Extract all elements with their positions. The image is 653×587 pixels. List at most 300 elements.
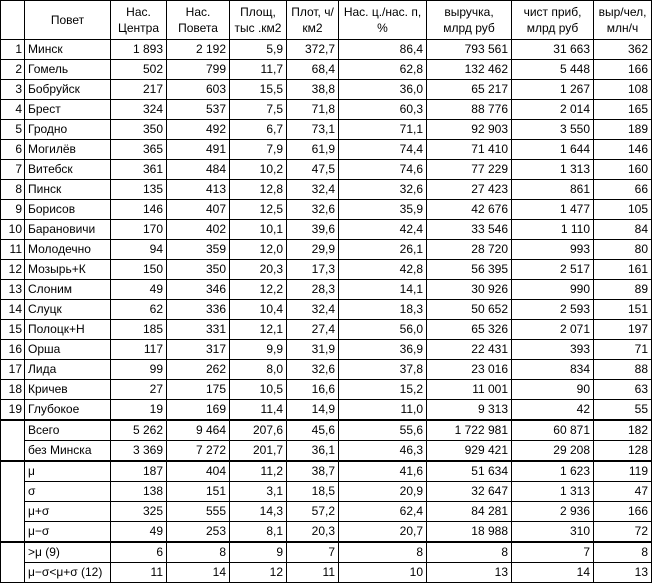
table-cell: 10,2 bbox=[230, 160, 287, 180]
column-header: Нас. ц./нас. п, % bbox=[339, 1, 427, 40]
summary-label: μ−σ bbox=[25, 522, 111, 543]
district-name: Мозырь+К bbox=[25, 260, 111, 280]
table-row bbox=[1, 340, 652, 360]
table-cell: 372,7 bbox=[287, 40, 339, 60]
district-name: Кричев bbox=[25, 380, 111, 400]
table-cell: 39,6 bbox=[287, 220, 339, 240]
summary-label: >μ (9) bbox=[25, 542, 111, 563]
table-cell: 71,1 bbox=[339, 120, 427, 140]
summary-cell: 18 988 bbox=[427, 522, 512, 543]
summary-row bbox=[1, 482, 652, 502]
summary-cell: 151 bbox=[167, 482, 230, 502]
table-cell: 402 bbox=[167, 220, 230, 240]
table-cell: 7,9 bbox=[230, 140, 287, 160]
district-name: Слоним bbox=[25, 280, 111, 300]
table-cell: 537 bbox=[167, 100, 230, 120]
summary-cell: 8 bbox=[339, 542, 427, 563]
table-cell: 71 bbox=[594, 340, 652, 360]
blank-index-cell bbox=[1, 420, 25, 441]
summary-row bbox=[1, 522, 652, 543]
table-cell: 491 bbox=[167, 140, 230, 160]
table-cell: 12,5 bbox=[230, 200, 287, 220]
summary-cell: 29 208 bbox=[512, 441, 594, 462]
table-cell: 88 bbox=[594, 360, 652, 380]
summary-cell: 128 bbox=[594, 441, 652, 462]
table-cell: 33 546 bbox=[427, 220, 512, 240]
summary-row bbox=[1, 461, 652, 482]
table-cell: 324 bbox=[111, 100, 167, 120]
table-cell: 77 229 bbox=[427, 160, 512, 180]
table-cell: 160 bbox=[594, 160, 652, 180]
table-cell: 68,4 bbox=[287, 60, 339, 80]
table-cell: 151 bbox=[594, 300, 652, 320]
summary-cell: 166 bbox=[594, 502, 652, 522]
summary-row bbox=[1, 542, 652, 563]
summary-label: без Минска bbox=[25, 441, 111, 462]
summary-cell: 49 bbox=[111, 522, 167, 543]
district-name: Брест bbox=[25, 100, 111, 120]
table-cell: 90 bbox=[512, 380, 594, 400]
table-cell: 65 217 bbox=[427, 80, 512, 100]
table-cell: 86,4 bbox=[339, 40, 427, 60]
summary-cell: 201,7 bbox=[230, 441, 287, 462]
row-index: 13 bbox=[1, 280, 25, 300]
summary-cell: 253 bbox=[167, 522, 230, 543]
summary-cell: 187 bbox=[111, 461, 167, 482]
row-index: 12 bbox=[1, 260, 25, 280]
table-cell: 65 326 bbox=[427, 320, 512, 340]
summary-cell: 404 bbox=[167, 461, 230, 482]
summary-cell: 20,3 bbox=[287, 522, 339, 543]
district-name: Минск bbox=[25, 40, 111, 60]
summary-cell: 310 bbox=[512, 522, 594, 543]
table-cell: 22 431 bbox=[427, 340, 512, 360]
table-cell: 71 410 bbox=[427, 140, 512, 160]
row-index: 1 bbox=[1, 40, 25, 60]
header-row bbox=[1, 1, 652, 40]
blank-index-cell bbox=[1, 522, 25, 543]
table-cell: 92 903 bbox=[427, 120, 512, 140]
table-cell: 62,8 bbox=[339, 60, 427, 80]
table-cell: 61,9 bbox=[287, 140, 339, 160]
column-header bbox=[1, 1, 25, 40]
table-cell: 393 bbox=[512, 340, 594, 360]
summary-cell: 2 936 bbox=[512, 502, 594, 522]
table-cell: 10,5 bbox=[230, 380, 287, 400]
table-cell: 50 652 bbox=[427, 300, 512, 320]
table-cell: 1 110 bbox=[512, 220, 594, 240]
summary-cell: 9 bbox=[230, 542, 287, 563]
table-cell: 27,4 bbox=[287, 320, 339, 340]
table-cell: 603 bbox=[167, 80, 230, 100]
table-cell: 12,2 bbox=[230, 280, 287, 300]
table-cell: 32,4 bbox=[287, 300, 339, 320]
table-cell: 42,4 bbox=[339, 220, 427, 240]
table-row bbox=[1, 200, 652, 220]
table-cell: 105 bbox=[594, 200, 652, 220]
table-cell: 185 bbox=[111, 320, 167, 340]
table-cell: 66 bbox=[594, 180, 652, 200]
table-cell: 38,8 bbox=[287, 80, 339, 100]
table-cell: 49 bbox=[111, 280, 167, 300]
table-cell: 170 bbox=[111, 220, 167, 240]
summary-cell: 207,6 bbox=[230, 420, 287, 441]
summary-row bbox=[1, 502, 652, 522]
summary-cell: 72 bbox=[594, 522, 652, 543]
table-cell: 165 bbox=[594, 100, 652, 120]
table-cell: 47,5 bbox=[287, 160, 339, 180]
table-row bbox=[1, 360, 652, 380]
table-cell: 993 bbox=[512, 240, 594, 260]
table-row bbox=[1, 380, 652, 400]
table-cell: 189 bbox=[594, 120, 652, 140]
table-cell: 197 bbox=[594, 320, 652, 340]
table-cell: 10,4 bbox=[230, 300, 287, 320]
table-cell: 407 bbox=[167, 200, 230, 220]
row-index: 4 bbox=[1, 100, 25, 120]
summary-cell: 20,9 bbox=[339, 482, 427, 502]
table-row bbox=[1, 280, 652, 300]
blank-index-cell bbox=[1, 441, 25, 462]
table-cell: 9 313 bbox=[427, 400, 512, 421]
table-cell: 11,7 bbox=[230, 60, 287, 80]
district-name: Могилёв bbox=[25, 140, 111, 160]
district-name: Гомель bbox=[25, 60, 111, 80]
summary-cell: 9 464 bbox=[167, 420, 230, 441]
table-cell: 12,8 bbox=[230, 180, 287, 200]
row-index: 15 bbox=[1, 320, 25, 340]
summary-cell: 20,7 bbox=[339, 522, 427, 543]
column-header: выр/чел, млн/ч bbox=[594, 1, 652, 40]
table-cell: 84 bbox=[594, 220, 652, 240]
table-cell: 19 bbox=[111, 400, 167, 421]
row-index: 3 bbox=[1, 80, 25, 100]
table-cell: 73,1 bbox=[287, 120, 339, 140]
summary-cell: 11 bbox=[287, 563, 339, 583]
table-cell: 6,7 bbox=[230, 120, 287, 140]
district-name: Молодечно bbox=[25, 240, 111, 260]
row-index: 6 bbox=[1, 140, 25, 160]
summary-cell: 7 272 bbox=[167, 441, 230, 462]
summary-cell: 7 bbox=[512, 542, 594, 563]
table-row bbox=[1, 300, 652, 320]
table-cell: 20,3 bbox=[230, 260, 287, 280]
table-cell: 3 550 bbox=[512, 120, 594, 140]
summary-cell: 11,2 bbox=[230, 461, 287, 482]
summary-cell: 10 bbox=[339, 563, 427, 583]
summary-cell: 46,3 bbox=[339, 441, 427, 462]
table-cell: 1 893 bbox=[111, 40, 167, 60]
table-cell: 331 bbox=[167, 320, 230, 340]
district-name: Витебск bbox=[25, 160, 111, 180]
summary-cell: 1 623 bbox=[512, 461, 594, 482]
table-row bbox=[1, 60, 652, 80]
summary-cell: 60 871 bbox=[512, 420, 594, 441]
table-cell: 32,6 bbox=[287, 360, 339, 380]
table-cell: 217 bbox=[111, 80, 167, 100]
table-cell: 42 676 bbox=[427, 200, 512, 220]
summary-label: Всего bbox=[25, 420, 111, 441]
table-cell: 29,9 bbox=[287, 240, 339, 260]
summary-cell: 51 634 bbox=[427, 461, 512, 482]
table-row bbox=[1, 240, 652, 260]
table-cell: 346 bbox=[167, 280, 230, 300]
summary-cell: 11 bbox=[111, 563, 167, 583]
table-cell: 834 bbox=[512, 360, 594, 380]
summary-cell: 1 313 bbox=[512, 482, 594, 502]
blank-index-cell bbox=[1, 502, 25, 522]
table-cell: 56,0 bbox=[339, 320, 427, 340]
summary-label: σ bbox=[25, 482, 111, 502]
table-cell: 262 bbox=[167, 360, 230, 380]
summary-cell: 8,1 bbox=[230, 522, 287, 543]
table-cell: 94 bbox=[111, 240, 167, 260]
table-cell: 8,0 bbox=[230, 360, 287, 380]
table-cell: 27 423 bbox=[427, 180, 512, 200]
table-cell: 413 bbox=[167, 180, 230, 200]
row-index: 14 bbox=[1, 300, 25, 320]
summary-cell: 12 bbox=[230, 563, 287, 583]
table-cell: 15,5 bbox=[230, 80, 287, 100]
district-name: Лида bbox=[25, 360, 111, 380]
table-row bbox=[1, 120, 652, 140]
summary-row bbox=[1, 420, 652, 441]
table-cell: 7,5 bbox=[230, 100, 287, 120]
summary-cell: 55,6 bbox=[339, 420, 427, 441]
table-cell: 1 477 bbox=[512, 200, 594, 220]
table-cell: 12,1 bbox=[230, 320, 287, 340]
table-cell: 2 517 bbox=[512, 260, 594, 280]
table-cell: 146 bbox=[594, 140, 652, 160]
table-cell: 56 395 bbox=[427, 260, 512, 280]
table-cell: 169 bbox=[167, 400, 230, 421]
table-cell: 359 bbox=[167, 240, 230, 260]
table-cell: 108 bbox=[594, 80, 652, 100]
summary-cell: 138 bbox=[111, 482, 167, 502]
summary-cell: 119 bbox=[594, 461, 652, 482]
table-cell: 74,6 bbox=[339, 160, 427, 180]
row-index: 5 bbox=[1, 120, 25, 140]
summary-cell: 7 bbox=[287, 542, 339, 563]
table-cell: 37,8 bbox=[339, 360, 427, 380]
column-header: Площ, тыс .км2 bbox=[230, 1, 287, 40]
table-cell: 36,9 bbox=[339, 340, 427, 360]
table-cell: 71,8 bbox=[287, 100, 339, 120]
summary-cell: 57,2 bbox=[287, 502, 339, 522]
table-cell: 63 bbox=[594, 380, 652, 400]
summary-cell: 929 421 bbox=[427, 441, 512, 462]
district-name: Слуцк bbox=[25, 300, 111, 320]
table-cell: 135 bbox=[111, 180, 167, 200]
district-name: Барановичи bbox=[25, 220, 111, 240]
summary-cell: 13 bbox=[427, 563, 512, 583]
table-cell: 365 bbox=[111, 140, 167, 160]
table-cell: 18,3 bbox=[339, 300, 427, 320]
table-cell: 11 001 bbox=[427, 380, 512, 400]
table-cell: 150 bbox=[111, 260, 167, 280]
table-cell: 484 bbox=[167, 160, 230, 180]
summary-cell: 6 bbox=[111, 542, 167, 563]
table-cell: 30 926 bbox=[427, 280, 512, 300]
table-cell: 990 bbox=[512, 280, 594, 300]
table-row bbox=[1, 80, 652, 100]
summary-cell: 8 bbox=[594, 542, 652, 563]
summary-cell: 13 bbox=[594, 563, 652, 583]
table-cell: 32,6 bbox=[339, 180, 427, 200]
table-cell: 42,8 bbox=[339, 260, 427, 280]
summary-cell: 38,7 bbox=[287, 461, 339, 482]
district-name: Полоцк+Н bbox=[25, 320, 111, 340]
summary-label: μ bbox=[25, 461, 111, 482]
table-cell: 32,6 bbox=[287, 200, 339, 220]
summary-row bbox=[1, 441, 652, 462]
summary-cell: 62,4 bbox=[339, 502, 427, 522]
table-cell: 132 462 bbox=[427, 60, 512, 80]
table-cell: 35,9 bbox=[339, 200, 427, 220]
table-row bbox=[1, 160, 652, 180]
table-cell: 11,0 bbox=[339, 400, 427, 421]
row-index: 18 bbox=[1, 380, 25, 400]
summary-cell: 14,3 bbox=[230, 502, 287, 522]
table-row bbox=[1, 260, 652, 280]
table-cell: 17,3 bbox=[287, 260, 339, 280]
summary-cell: 3,1 bbox=[230, 482, 287, 502]
table-cell: 350 bbox=[167, 260, 230, 280]
table-row bbox=[1, 100, 652, 120]
table-cell: 117 bbox=[111, 340, 167, 360]
table-cell: 2 071 bbox=[512, 320, 594, 340]
district-name: Борисов bbox=[25, 200, 111, 220]
table-cell: 2 192 bbox=[167, 40, 230, 60]
table-cell: 62 bbox=[111, 300, 167, 320]
table-row bbox=[1, 40, 652, 60]
table-cell: 5,9 bbox=[230, 40, 287, 60]
table-cell: 27 bbox=[111, 380, 167, 400]
table-cell: 2 593 bbox=[512, 300, 594, 320]
blank-index-cell bbox=[1, 461, 25, 482]
district-name: Гродно bbox=[25, 120, 111, 140]
table-cell: 14,9 bbox=[287, 400, 339, 421]
table-cell: 36,0 bbox=[339, 80, 427, 100]
row-index: 2 bbox=[1, 60, 25, 80]
table-cell: 60,3 bbox=[339, 100, 427, 120]
district-name: Орша bbox=[25, 340, 111, 360]
table-row bbox=[1, 180, 652, 200]
table-cell: 161 bbox=[594, 260, 652, 280]
table-cell: 1 313 bbox=[512, 160, 594, 180]
table-cell: 317 bbox=[167, 340, 230, 360]
column-header: Повет bbox=[25, 1, 111, 40]
table-cell: 336 bbox=[167, 300, 230, 320]
column-header: выручка, млрд руб bbox=[427, 1, 512, 40]
table-cell: 31,9 bbox=[287, 340, 339, 360]
summary-cell: 32 647 bbox=[427, 482, 512, 502]
summary-cell: 18,5 bbox=[287, 482, 339, 502]
district-name: Бобруйск bbox=[25, 80, 111, 100]
table-cell: 1 644 bbox=[512, 140, 594, 160]
row-index: 11 bbox=[1, 240, 25, 260]
table-cell: 28,3 bbox=[287, 280, 339, 300]
summary-cell: 36,1 bbox=[287, 441, 339, 462]
table-cell: 80 bbox=[594, 240, 652, 260]
summary-cell: 8 bbox=[427, 542, 512, 563]
table-row bbox=[1, 140, 652, 160]
table-cell: 146 bbox=[111, 200, 167, 220]
summary-cell: 14 bbox=[512, 563, 594, 583]
row-index: 7 bbox=[1, 160, 25, 180]
row-index: 10 bbox=[1, 220, 25, 240]
summary-cell: 5 262 bbox=[111, 420, 167, 441]
summary-label: μ−σ<μ+σ (12) bbox=[25, 563, 111, 583]
summary-cell: 45,6 bbox=[287, 420, 339, 441]
table-cell: 492 bbox=[167, 120, 230, 140]
district-name: Пинск bbox=[25, 180, 111, 200]
summary-cell: 1 722 981 bbox=[427, 420, 512, 441]
table-cell: 42 bbox=[512, 400, 594, 421]
table-cell: 350 bbox=[111, 120, 167, 140]
table-cell: 9,9 bbox=[230, 340, 287, 360]
table-cell: 26,1 bbox=[339, 240, 427, 260]
summary-cell: 41,6 bbox=[339, 461, 427, 482]
table-cell: 32,4 bbox=[287, 180, 339, 200]
table-cell: 502 bbox=[111, 60, 167, 80]
row-index: 9 bbox=[1, 200, 25, 220]
table-cell: 16,6 bbox=[287, 380, 339, 400]
table-cell: 12,0 bbox=[230, 240, 287, 260]
column-header: Нас. Центра bbox=[111, 1, 167, 40]
row-index: 16 bbox=[1, 340, 25, 360]
table-cell: 1 267 bbox=[512, 80, 594, 100]
table-row bbox=[1, 320, 652, 340]
table-cell: 89 bbox=[594, 280, 652, 300]
row-index: 17 bbox=[1, 360, 25, 380]
summary-cell: 84 281 bbox=[427, 502, 512, 522]
table-cell: 55 bbox=[594, 400, 652, 421]
table-row bbox=[1, 400, 652, 421]
table-cell: 74,4 bbox=[339, 140, 427, 160]
table-cell: 361 bbox=[111, 160, 167, 180]
row-index: 19 bbox=[1, 400, 25, 421]
summary-cell: 14 bbox=[167, 563, 230, 583]
district-name: Глубокое bbox=[25, 400, 111, 421]
column-header: Плот, ч/км2 bbox=[287, 1, 339, 40]
table-cell: 175 bbox=[167, 380, 230, 400]
summary-row bbox=[1, 563, 652, 583]
summary-cell: 182 bbox=[594, 420, 652, 441]
table-cell: 28 720 bbox=[427, 240, 512, 260]
table-cell: 793 561 bbox=[427, 40, 512, 60]
blank-index-cell bbox=[1, 563, 25, 583]
summary-cell: 8 bbox=[167, 542, 230, 563]
table-cell: 99 bbox=[111, 360, 167, 380]
table-cell: 23 016 bbox=[427, 360, 512, 380]
summary-cell: 325 bbox=[111, 502, 167, 522]
table-cell: 799 bbox=[167, 60, 230, 80]
column-header: Нас. Повета bbox=[167, 1, 230, 40]
table-cell: 362 bbox=[594, 40, 652, 60]
table-cell: 88 776 bbox=[427, 100, 512, 120]
row-index: 8 bbox=[1, 180, 25, 200]
blank-index-cell bbox=[1, 542, 25, 563]
summary-label: μ+σ bbox=[25, 502, 111, 522]
table-cell: 2 014 bbox=[512, 100, 594, 120]
blank-index-cell bbox=[1, 482, 25, 502]
summary-cell: 555 bbox=[167, 502, 230, 522]
table-cell: 15,2 bbox=[339, 380, 427, 400]
table-cell: 14,1 bbox=[339, 280, 427, 300]
summary-cell: 47 bbox=[594, 482, 652, 502]
table-row bbox=[1, 220, 652, 240]
